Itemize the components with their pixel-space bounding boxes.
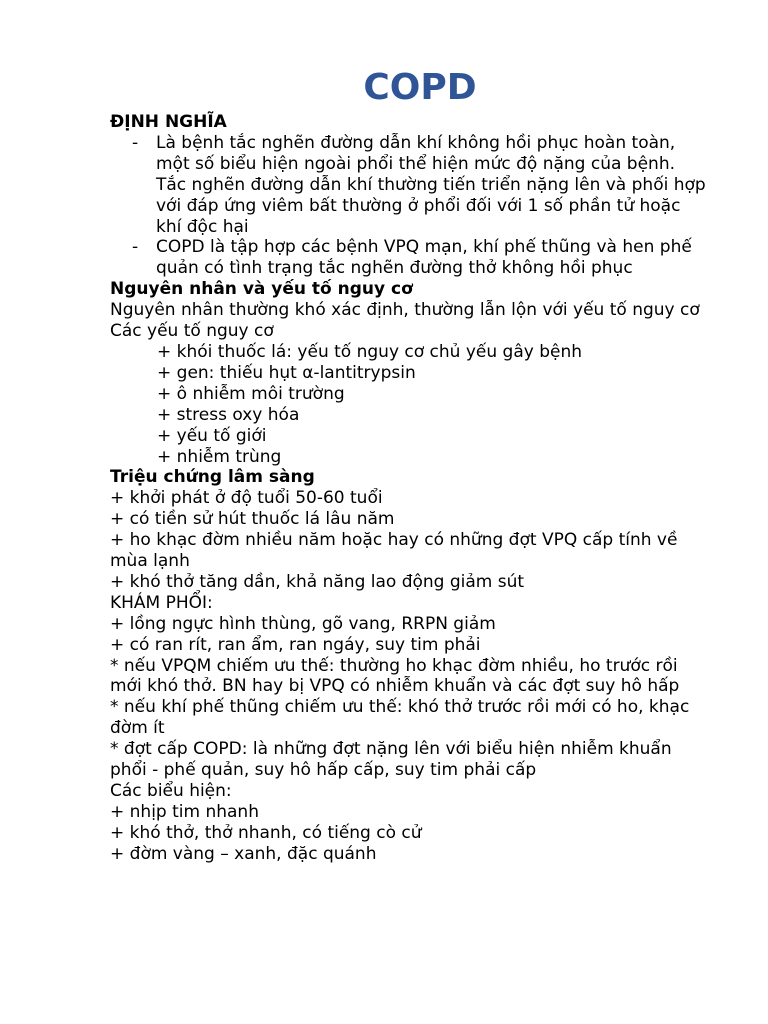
risk-factors-list <box>110 342 710 467</box>
document-page <box>110 64 710 865</box>
list-item: + đờm vàng – xanh, đặc quánh <box>110 843 377 864</box>
list-item: + khởi phát ở độ tuổi 50-60 tuổi <box>110 488 383 509</box>
list-item: + khó thở tăng dần, khả năng lao động giảm sút <box>110 571 525 592</box>
list-item: + yếu tố giới <box>157 425 267 446</box>
list-item: + lồng ngực hình thùng, gõ vang, RRPN giảm <box>110 613 496 634</box>
list-item: + có ran rít, ran ẩm, ran ngáy, suy tim phải <box>110 634 481 655</box>
section-heading-causes: Nguyên nhân và yếu tố nguy cơ <box>110 279 413 300</box>
list-item: Các biểu hiện: <box>110 781 232 801</box>
section-heading-definition: ĐỊNH NGHĨA <box>110 112 227 132</box>
list-item: + có tiền sử hút thuốc lá lâu năm <box>110 509 395 530</box>
page-title: COPD <box>363 67 477 108</box>
list-item: + nhiễm trùng <box>157 446 282 467</box>
section-definition <box>110 112 710 279</box>
definition-text-2: COPD là tập hợp các bệnh VPQ mạn, khí phế thũng và hen phế quản có tình trạng tắc nghẽn đường thở không hồi phục <box>156 237 692 279</box>
definition-text-1: Là bệnh tắc nghẽn đường dẫn khí không hồi phục hoàn toàn, một số biểu hiện ngoài phổi thể hiện mức độ nặng của bệnh. Tắc nghẽn đường dẫn khí thường tiến triển nặng lên và phối hợp với đáp ứng viêm bất thường ở phổi đối với 1 số phần tử hoặc khí độc hại <box>156 132 706 237</box>
dash-bullet: - <box>132 237 139 258</box>
risk-factors-subheading: Các yếu tố nguy cơ <box>110 321 274 342</box>
symptoms-list <box>110 488 710 864</box>
section-symptoms <box>110 467 710 864</box>
section-heading-symptoms: Triệu chứng lâm sàng <box>110 467 315 488</box>
section-causes <box>110 279 710 467</box>
list-item: + ô nhiễm môi trường <box>157 383 345 404</box>
causes-intro: Nguyên nhân thường khó xác định, thường lẫn lộn với yếu tố nguy cơ <box>110 300 700 321</box>
list-item: + stress oxy hóa <box>157 404 300 425</box>
list-item: * nếu VPQM chiếm ưu thế: thường ho khạc đờm nhiều, ho trước rồi mới khó thở. BN hay bị VPQ có nhiễm khuẩn và các đợt suy hô hấp <box>110 655 680 697</box>
list-item: + khó thở, thở nhanh, có tiếng cò cử <box>110 822 422 843</box>
list-item: + gen: thiếu hụt α-lantitrypsin <box>157 362 416 383</box>
definition-list <box>110 133 710 279</box>
list-item: KHÁM PHỔI: <box>110 592 213 613</box>
list-item: + ho khạc đờm nhiều năm hoặc hay có những đợt VPQ cấp tính về mùa lạnh <box>110 530 678 572</box>
list-item: * đợt cấp COPD: là những đợt nặng lên với biểu hiện nhiễm khuẩn phổi - phế quản, suy hô hấp cấp, suy tim phải cấp <box>110 739 672 781</box>
list-item: + nhịp tim nhanh <box>110 801 259 822</box>
list-item <box>110 133 710 238</box>
list-item: + khói thuốc lá: yếu tố nguy cơ chủ yếu gây bệnh <box>157 341 583 362</box>
list-item <box>110 237 710 279</box>
dash-bullet: - <box>132 132 139 153</box>
list-item: * nếu khí phế thũng chiếm ưu thế: khó thở trước rồi mới có ho, khạc đờm ít <box>110 697 690 739</box>
